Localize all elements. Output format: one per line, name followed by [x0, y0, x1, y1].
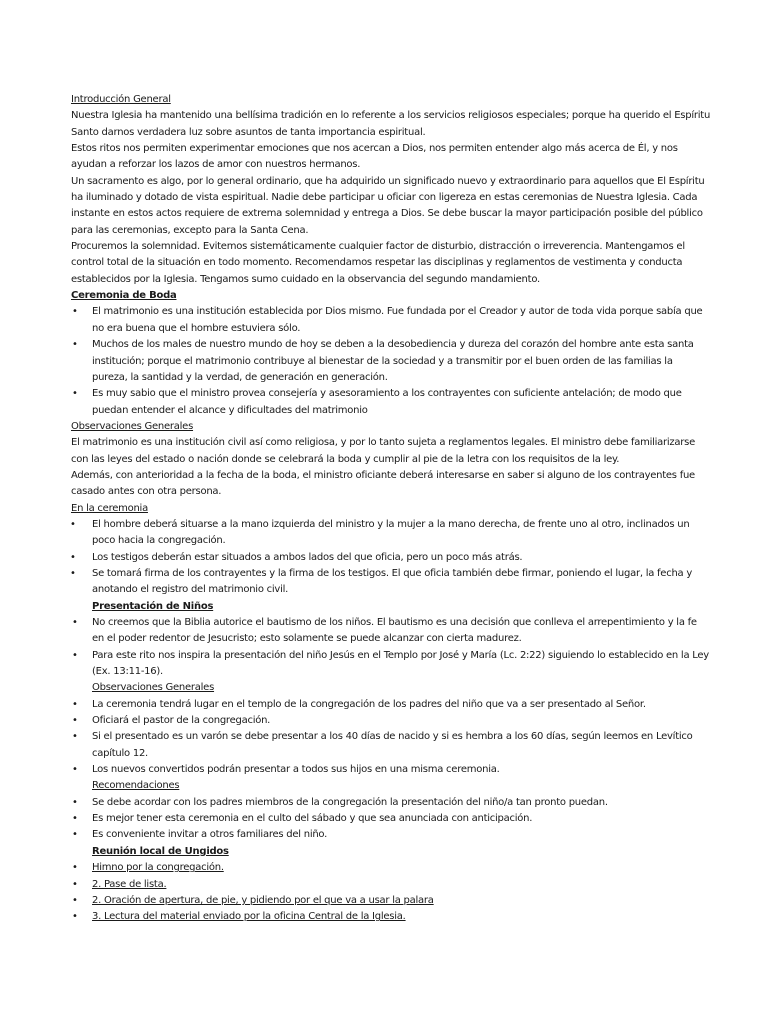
- intro-paragraph: Nuestra Iglesia ha mantenido una bellísima tradición en lo referente a los servicios religiosos especiales; porque ha querido el Espíritu Santo darnos verdadera luz sobre asuntos de tanta importancia espiritual.: [71, 110, 711, 138]
- list-item: El hombre deberá situarse a la mano izquierda del ministro y la mujer a la mano derecha, de frente uno al otro, inclinados un poco hacia la congregación.: [92, 518, 690, 547]
- list-item: Para este rito nos inspira la presentación del niño Jesús en el Templo por José y María (Lc. 2:22) siguiendo lo establecido en la Ley (Ex. 13:11-16).: [92, 649, 709, 678]
- heading-observaciones-generales-2: Observaciones Generales: [92, 682, 215, 694]
- list-item: Se debe acordar con los padres miembros de la congregación la presentación del niño/a tan pronto puedan.: [92, 796, 608, 808]
- heading-recomendaciones: Recomendaciones: [92, 780, 180, 792]
- observaciones-paragraph: Además, con anterioridad a la fecha de la boda, el ministro oficiante deberá interesarse en saber si alguno de los contrayentes fue casado antes con otra persona.: [71, 469, 695, 498]
- heading-ceremonia-de-boda: Ceremonia de Boda: [71, 290, 177, 302]
- intro-paragraph: Estos ritos nos permiten experimentar emociones que nos acercan a Dios, nos permiten entender algo más acerca de Él, y nos ayudan a reforzar los lazos de amor con nuestros hermanos.: [71, 143, 678, 171]
- list-item: No creemos que la Biblia autorice el bautismo de los niños. El bautismo es una decisión que conlleva el arrepentimiento y la fe en el poder redentor de Jesucristo; esto solamente se puede alcanzar con cierta madurez.: [92, 617, 697, 645]
- list-item: La ceremonia tendrá lugar en el templo de la congregación de los padres del niño que va a ser presentado al Señor.: [92, 698, 646, 710]
- recomendaciones-list: [71, 795, 711, 844]
- ungidos-list: [71, 860, 711, 925]
- boda-list: [71, 304, 711, 418]
- list-item: Himno por la congregación.: [92, 862, 224, 874]
- heading-observaciones-generales: Observaciones Generales: [71, 420, 194, 432]
- ceremonia-list: [71, 517, 711, 599]
- heading-introduccion-general: Introducción General: [71, 94, 171, 105]
- list-item: El matrimonio es una institución establecida por Dios mismo. Fue fundada por el Creador y autor de toda vida porque sabía que no era buena que el hombre estuviera sólo.: [92, 306, 703, 334]
- list-item: Se tomará firma de los contrayentes y la firma de los testigos. El que oficia también debe firmar, poniendo el lugar, la fecha y anotando el registro del matrimonio civil.: [92, 567, 693, 596]
- list-item: Si el presentado es un varón se debe presentar a los 40 días de nacido y si es hembra a los 60 días, según leemos en Levítico capítulo 12.: [92, 731, 693, 759]
- list-item: Los testigos deberán estar situados a ambos lados del que oficia, pero un poco más atrás.: [92, 551, 523, 563]
- list-item: 2. Pase de lista.: [92, 878, 167, 890]
- observaciones-list: [71, 697, 711, 779]
- heading-presentacion-de-ninos: Presentación de Niños: [92, 600, 214, 612]
- list-item: Es conveniente invitar a otros familiares del niño.: [92, 829, 328, 841]
- heading-reunion-local-de-ungidos: Reunión local de Ungidos: [92, 845, 229, 857]
- document-page: [71, 92, 711, 926]
- heading-en-la-ceremonia: En la ceremonia: [71, 502, 148, 514]
- list-item: Muchos de los males de nuestro mundo de hoy se deben a la desobediencia y dureza del corazón del hombre ante esta santa institución; porque el matrimonio contribuye al bienestar de la sociedad y a transmitir por el buen orden de las familias la pureza, la santidad y la verdad, de generación en generación.: [92, 339, 694, 383]
- list-item: Los nuevos convertidos podrán presentar a todos sus hijos en una misma ceremonia.: [92, 764, 500, 776]
- list-item: Es muy sabio que el ministro provea consejería y asesoramiento a los contrayentes con suficiente antelación; de modo que puedan entender el alcance y dificultades del matrimonio: [92, 388, 682, 416]
- intro-paragraph: Procuremos la solemnidad. Evitemos sistemáticamente cualquier factor de disturbio, distracción o irreverencia. Mantengamos el control total de la situación en todo momento. Recomendamos respetar las disciplinas y reglamentos de vestimenta y conducta establecidos por la Iglesia. Tengamos sumo cuidado en la observancia del segundo mandamiento.: [71, 241, 685, 285]
- ninos-list: [71, 615, 711, 680]
- list-item: Es mejor tener esta ceremonia en el culto del sábado y que sea anunciada con anticipación.: [92, 813, 533, 825]
- list-item: 3. Lectura del material enviado por la oficina Central de la Iglesia.: [92, 911, 406, 923]
- list-item: Oficiará el pastor de la congregación.: [92, 715, 271, 727]
- observaciones-paragraph: El matrimonio es una institución civil así como religiosa, y por lo tanto sujeta a reglamentos legales. El ministro debe familiarizarse con las leyes del estado o nación donde se celebrará la boda y cumplir al pie de la letra con los requisitos de la ley.: [71, 437, 696, 465]
- intro-paragraph: Un sacramento es algo, por lo general ordinario, que ha adquirido un significado nuevo y extraordinario para aquellos que El Espíritu ha iluminado y dotado de vista espiritual. Nadie debe participar u oficiar con ligereza en estas ceremonias de Nuestra Iglesia. Cada instante en estos actos requiere de extrema solemnidad y entrega a Dios. Se debe buscar la mayor participación posible del público para las ceremonias, excepto para la Santa Cena.: [71, 175, 705, 236]
- list-item: 2. Oración de apertura, de pie, y pidiendo por el que va a usar la palara: [92, 894, 434, 906]
